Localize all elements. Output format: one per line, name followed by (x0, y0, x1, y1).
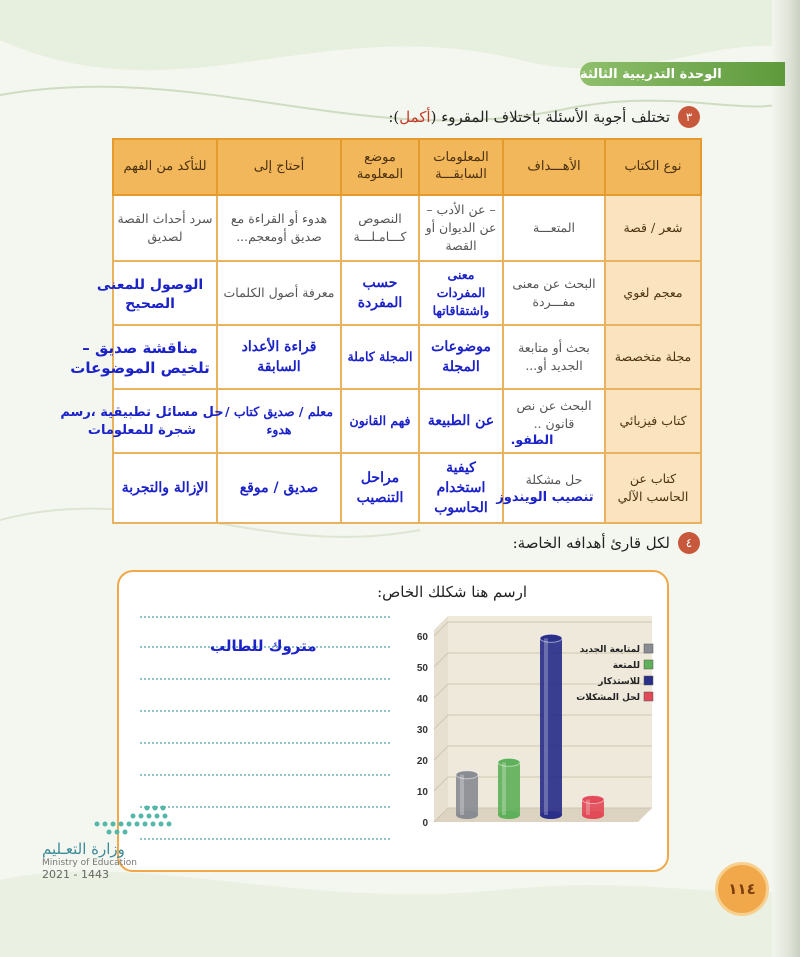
cell: شعر / قصة (605, 195, 701, 261)
bar-base (498, 811, 520, 819)
legend-swatch (644, 660, 653, 669)
legend-label: لحل المشكلات (576, 693, 640, 703)
header-needs: أحتاج إلى (217, 139, 341, 195)
bar-base (582, 811, 604, 819)
bar-highlight (502, 762, 506, 815)
handwritten-cell: فهم القانون (341, 389, 419, 453)
dotted-line (140, 678, 390, 680)
cell: البحث عن معنى مفـــردة (503, 261, 605, 325)
header-check-understanding: للتأكد من الفهم (113, 139, 217, 195)
ministry-name-ar: وزارة التعـليم (42, 840, 125, 858)
reading-goals-chart (402, 590, 664, 858)
handwritten-cell: قراءة الأعداد السابقة (217, 325, 341, 389)
handwritten-answer-physics-goal: الطفو. (510, 432, 554, 447)
ministry-name-en: Ministry of Education (42, 858, 137, 868)
y-tick-label: 60 (416, 632, 428, 643)
cell: سرد أحداث القصة لصديق (113, 195, 217, 261)
cell: معرفة أصول الكلمات (217, 261, 341, 325)
handwritten-answer-computer-goal: تنصيب الويندوز (496, 490, 594, 505)
y-tick-label: 40 (416, 694, 428, 705)
dotted-line (140, 710, 390, 712)
legend-swatch (644, 692, 653, 701)
y-tick-label: 50 (416, 663, 428, 674)
bar (498, 762, 520, 815)
question-4 (513, 532, 700, 554)
cell: المتعـــة (503, 195, 605, 261)
question-3-number: ٣ (678, 106, 700, 128)
cell: كتاب عن الحاسب الآلي (605, 453, 701, 523)
bar-top (498, 758, 520, 766)
header-prior-info: المعلومات السابقـــة (419, 139, 503, 195)
cell: بحث أو متابعة الجديد أو... (503, 325, 605, 389)
book-spine (772, 0, 800, 957)
ministry-logo (42, 800, 182, 881)
cell: معجم لغوي (605, 261, 701, 325)
bar (540, 638, 562, 815)
legend-swatch (644, 676, 653, 685)
edition-year: 2021 - 1443 (42, 868, 109, 881)
cell: كتاب فيزيائي (605, 389, 701, 453)
unit-title: الوحدة التدريبية الثالثة (580, 66, 722, 82)
header-info-location: موضع المعلومة (341, 139, 419, 195)
legend-label: لمتابعة الجديد (579, 645, 640, 655)
bar (456, 775, 478, 815)
question-4-text: لكل قارئ أهدافه الخاصة: (512, 534, 670, 552)
question-4-number: ٤ (678, 532, 700, 554)
handwritten-cell: كيفية استخدام الحاسوب (419, 453, 503, 523)
student-note: متروك للطالب (210, 637, 317, 655)
bar-highlight (544, 638, 548, 815)
handwritten-cell: الإزالة والتجربة (113, 453, 217, 523)
header-goals: الأهـــداف (503, 139, 605, 195)
handwritten-cell: مراحل التنصيب (341, 453, 419, 523)
header-book-type: نوع الكتاب (605, 139, 701, 195)
handwritten-cell: المجلة كاملة (341, 325, 419, 389)
page-number: ١١٤ (715, 862, 769, 916)
handwritten-cell: موضوعات المجلة (419, 325, 503, 389)
bar-top (456, 771, 478, 779)
drawing-title: ارسم هنا شكلك الخاص: (377, 583, 527, 601)
table-header-row (113, 139, 701, 195)
y-tick-label: 0 (422, 818, 428, 829)
handwritten-answer-understanding-3: حل مسائل تطبيقية ،رسم شجرة للمعلومات (60, 405, 224, 438)
legend-label: للمتعة (612, 661, 640, 671)
legend-swatch (644, 644, 653, 653)
reading-goals-table (112, 138, 702, 524)
bar-top (582, 796, 604, 804)
y-tick-label: 20 (416, 756, 428, 767)
bar-base (540, 811, 562, 819)
complete-word: أكمل (399, 108, 431, 126)
question-3 (388, 106, 700, 128)
bar-base (456, 811, 478, 819)
handwritten-cell: معلم / صديق كتاب / هدوء (217, 389, 341, 453)
cell: النصوص كـــامـلـــة (341, 195, 419, 261)
handwritten-cell: حسب المفردة (341, 261, 419, 325)
handwritten-cell: عن الطبيعة (419, 389, 503, 453)
cell: هدوء أو القراءة مع صديق أومعجم... (217, 195, 341, 261)
cell: مجلة متخصصة (605, 325, 701, 389)
dotted-line (140, 616, 390, 618)
bar-top (540, 634, 562, 642)
handwritten-cell: معنى المفردات واشتقاقاتها (419, 261, 503, 325)
dotted-line (140, 742, 390, 744)
bar-highlight (586, 800, 590, 816)
legend-label: للاستذكار (598, 677, 640, 687)
dotted-line (140, 774, 390, 776)
question-3-text: تختلف أجوبة الأسئلة باختلاف المقروء (أكمل): (388, 108, 670, 126)
chart-side-wall (434, 616, 448, 822)
y-tick-label: 10 (416, 787, 428, 798)
handwritten-cell: صديق / موقع (217, 453, 341, 523)
cell: البحث عن نص قانون .. (503, 389, 605, 453)
table-row (113, 453, 701, 523)
cell: – عن الأدب –عن الديوان أو القصة (419, 195, 503, 261)
handwritten-answer-understanding-1: الوصول للمعنى الصحيح (96, 277, 204, 312)
table-row (113, 195, 701, 261)
cell: حل مشكلة (503, 453, 605, 523)
bar-highlight (460, 775, 464, 815)
unit-title-bar (580, 62, 785, 86)
y-tick-label: 30 (416, 725, 428, 736)
handwritten-answer-understanding-2: مناقشة صديق – تلخيص الموضوعات (70, 339, 210, 378)
ministry-logo-icon (87, 800, 177, 836)
